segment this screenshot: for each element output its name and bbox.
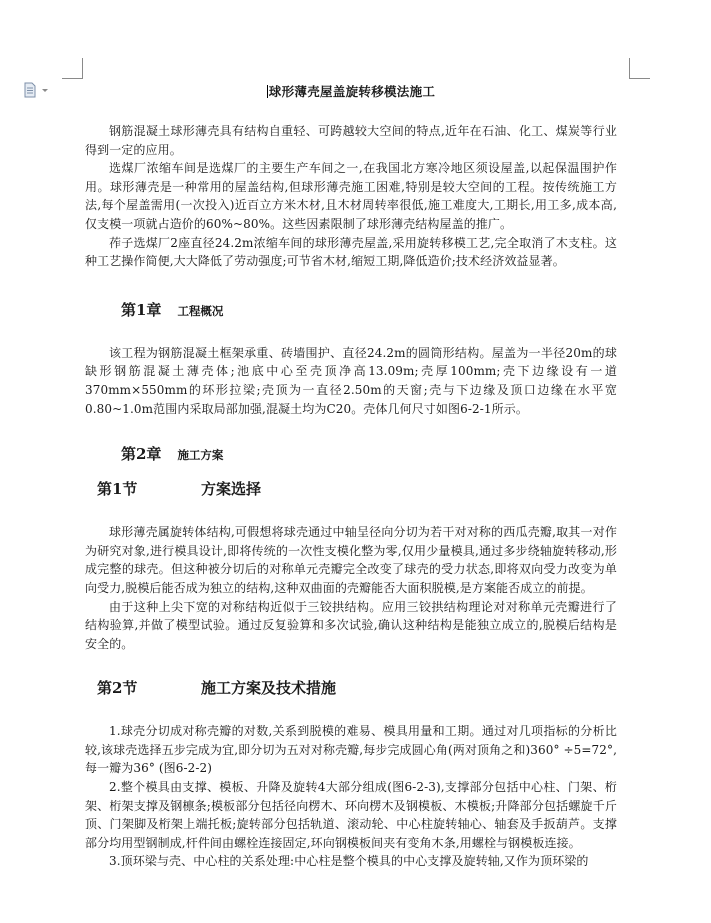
crop-mark-top-left (62, 58, 83, 79)
section-number: 第1节 (97, 480, 138, 499)
chapter-1-paragraph: 该工程为钢筋混凝土框架承重、砖墙围护、直径24.2m的圆筒形结构。屋盖为一半径20m的球缺形钢筋混凝土薄壳体;池底中心至壳顶净高13.09m;壳厚100mm;壳下边缘设有一道370mm×550mm的环形拉梁;壳顶为一直径2.50m的天窗;壳与下边缘及顶口边缘在水平宽0.80~1.0m范围内采取局部加强,混凝土均为C20。壳体几何尺寸如图6-2-1所示。 (85, 345, 617, 416)
chapter-number: 第2章 (121, 445, 162, 464)
section-2-heading (97, 677, 617, 698)
section-2-paragraph: 2.整个模具由支撑、模板、升降及旋转4大部分组成(图6-2-3),支撑部分包括中心柱、门架、桁架、桁架支撑及钢檩条;模板部分包括径向楞木、环向楞木及钢模板、木模板;升降部分包括螺旋千斤顶、门架脚及桁架上端托板;旋转部分包括轨道、滚动轮、中心柱旋转轴心、轴套及手扳葫芦。支撑部分均用型钢制成,杆件间由螺栓连接固定,环向钢模板间夹有变角木条,用螺栓与钢模板连接。 (85, 780, 617, 850)
section-2-paragraph: 1.球壳分切成对称壳瓣的对数,关系到脱模的难易、模具用量和工期。通过对几项指标的分析比较,该球壳选择五步完成为宜,即分切为五对对称壳瓣,每步完成圆心角(两对顶角之和)360° ÷5=72°,每一瓣为36° (图6-2-2) (85, 724, 617, 776)
chapter-name: 工程概况 (177, 303, 224, 318)
section-number: 第2节 (97, 679, 138, 698)
document-title[interactable] (85, 82, 617, 100)
text-cursor (267, 85, 268, 98)
document-title-text: 球形薄壳屋盖旋转移模法施工 (268, 84, 436, 99)
intro-paragraph: 选煤厂浓缩车间是选煤厂的主要生产车间之一,在我国北方寒冷地区须设屋盖,以起保温围护作用。球形薄壳是一种常用的屋盖结构,但球形薄壳施工困难,特别是较大空间的工程。按传统施工方法,每个屋盖需用(一次投入)近百立方米木材,且木材周转率很低,施工难度大,工期长,用工多,成本高,仅支模一项就占造价的60%~80%。这些因素限制了球形薄壳结构屋盖的推广。 (85, 161, 617, 231)
section-name: 方案选择 (201, 480, 262, 499)
intro-paragraph: 钢筋混凝土球形薄壳具有结构自重轻、可跨越较大空间的特点,近年在石油、化工、煤炭等行业得到一定的应用。 (85, 124, 617, 157)
section-2-paragraph: 3.顶环梁与壳、中心柱的关系处理:中心柱是整个模具的中心支撑及旋转轴,又作为顶环梁的 (109, 854, 589, 869)
chapter-1-heading (121, 299, 617, 320)
section-1-paragraph: 由于这种上尖下宽的对称结构近似于三铰拱结构。应用三铰拱结构理论对对称单元壳瓣进行了结构验算,并做了模型试验。通过反复验算和多次试验,确认这种结构是能独立成立的,脱模后结构是安全的。 (85, 599, 617, 651)
intro-paragraph: 莋子选煤厂2座直径24.2m浓缩车间的球形薄壳屋盖,采用旋转移模工艺,完全取消了木支柱。这种工艺操作简便,大大降低了劳动强度;可节省木材,缩短工期,降低造价;技术经济效益显著。 (85, 235, 617, 269)
section-1-paragraph: 球形薄壳属旋转体结构,可假想将球壳通过中轴呈径向分切为若干对对称的西瓜壳瓣,取其一对作为研究对象,进行模具设计,即将传统的一次性支模化整为零,仅用少量模具,通过多步绕轴旋转移动,形成完整的球壳。但这种被分切后的对称单元壳瓣完全改变了球壳的受力状态,即将双向受力改变为单向受力,脱模后能否成为独立的结构,这种双曲面的壳瓣能否大面积脱模,是方案能否成立的前提。 (85, 525, 617, 595)
chapter-2-heading (121, 443, 617, 464)
chapter-name: 施工方案 (177, 448, 224, 463)
section-1-heading (97, 478, 617, 499)
crop-mark-top-right (629, 58, 650, 79)
chapter-number: 第1章 (121, 300, 162, 319)
document-options-icon[interactable] (24, 82, 50, 98)
section-name: 施工方案及技术措施 (201, 679, 337, 698)
document-page (85, 78, 617, 871)
